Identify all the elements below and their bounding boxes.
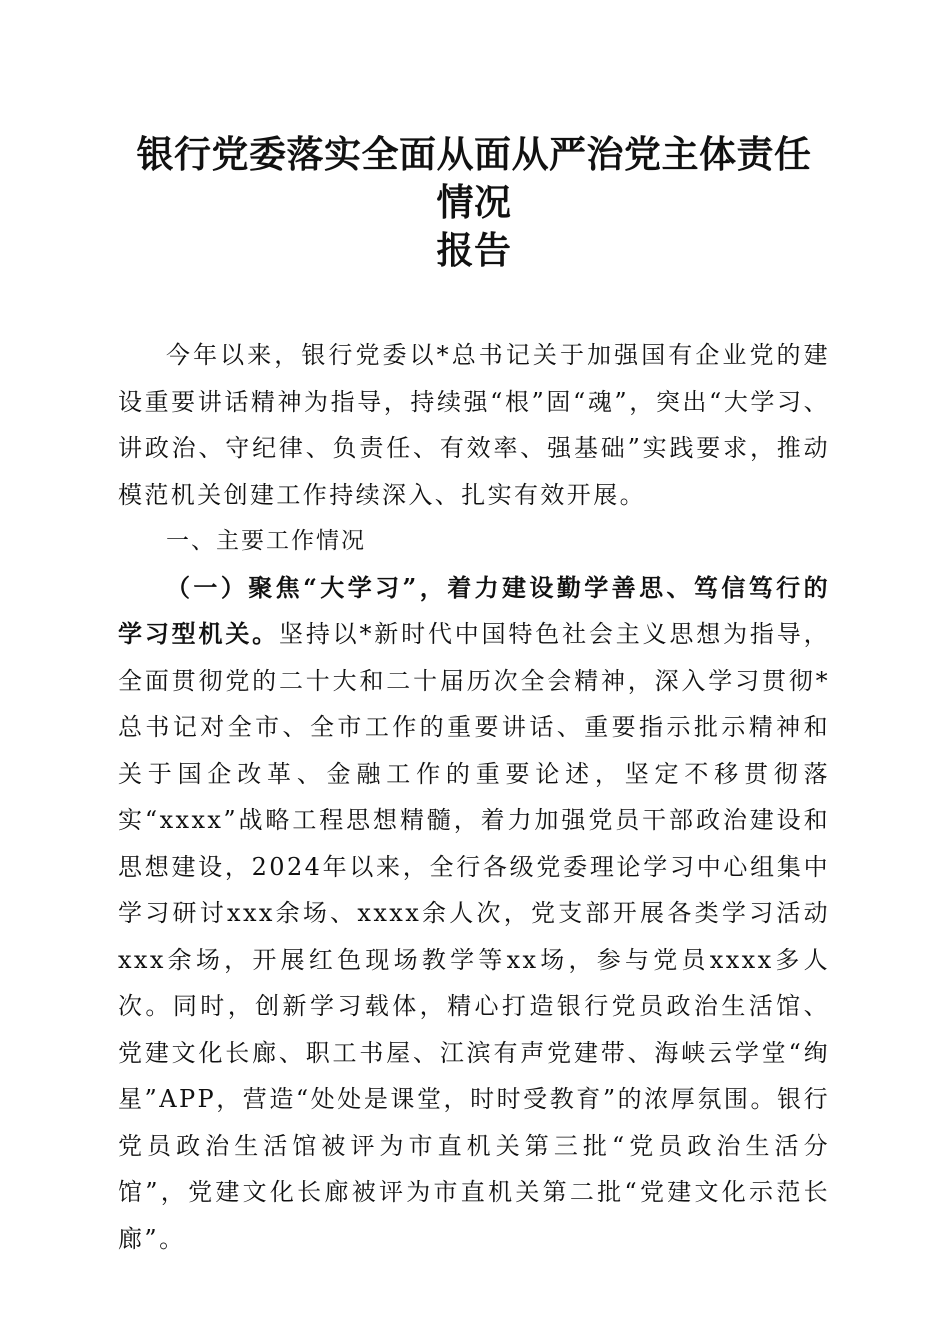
document-page xyxy=(118,130,830,1262)
title-line-2: 报告 xyxy=(436,228,512,272)
title-line-1: 银行党委落实全面从面从严治党主体责任情况 xyxy=(136,132,812,224)
section-heading: 一、主要工作情况 xyxy=(166,528,366,554)
intro-paragraph: 今年以来，银行党委以*总书记关于加强国有企业党的建设重要讲话精神为指导，持续强“根”固“魂”，突出“大学习、讲政治、守纪律、负责任、有效率、强基础”实践要求，推动模范机关创建工作持续深入、扎实有效开展。 xyxy=(118,341,830,509)
document-body xyxy=(118,332,830,1262)
subsection-paragraph xyxy=(118,565,830,1263)
document-title xyxy=(118,130,830,274)
subsection-body: 坚持以*新时代中国特色社会主义思想为指导，全面贯彻党的二十大和二十届历次全会精神，深入学习贯彻*总书记对全市、全市工作的重要讲话、重要指示批示精神和关于国企改革、金融工作的重要论述，坚定不移贯彻落实“xxxx”战略工程思想精髓，着力加强党员干部政治建设和思想建设，2024年以来，全行各级党委理论学习中心组集中学习研讨xxx余场、xxxx余人次，党支部开展各类学习活动xxx余场，开展红色现场教学等xx场，参与党员xxxx多人次。同时，创新学习载体，精心打造银行党员政治生活馆、党建文化长廊、职工书屋、江滨有声党建带、海峡云学堂“绚星”APP，营造“处处是课堂，时时受教育”的浓厚氛围。银行党员政治生活馆被评为市直机关第三批“党员政治生活分馆”，党建文化长廊被评为市直机关第二批“党建文化示范长廊”。 xyxy=(118,620,830,1253)
subsection-lead: （一）聚焦“大学习”，着力建设勤学善思、笃信笃行的学习型机关。 xyxy=(118,572,830,648)
